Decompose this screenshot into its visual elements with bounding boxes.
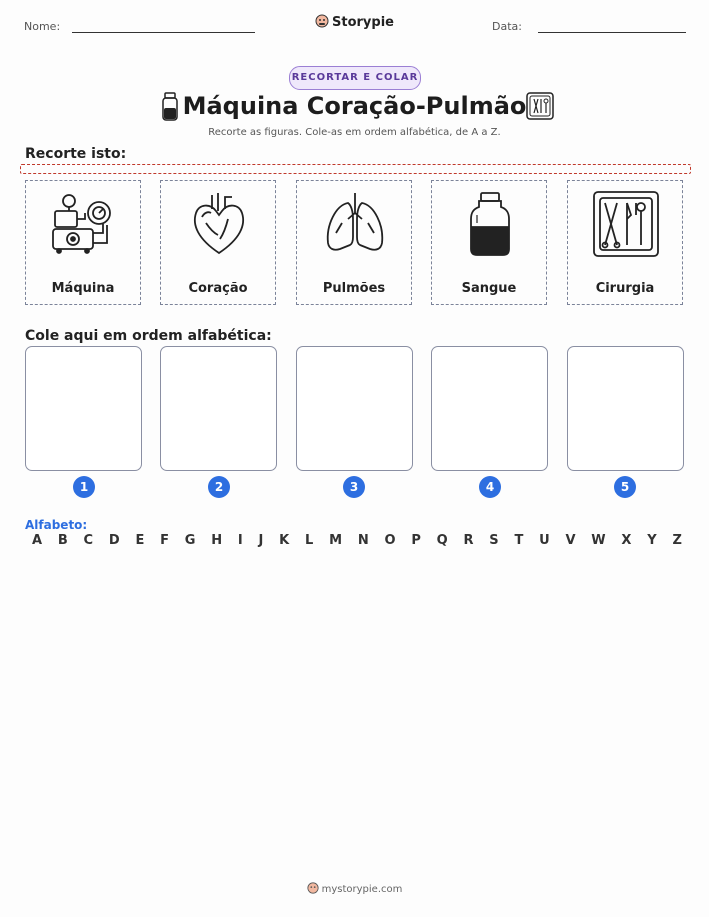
cutout-card-cirurgia[interactable] [567,180,683,305]
paste-slot-2[interactable] [160,346,277,471]
card-label: Sangue [461,281,517,296]
alphabet-letter: Z [672,533,682,548]
alphabet-row [32,533,682,548]
surgical-tools-icon [591,189,661,259]
card-label: Pulmões [322,281,386,296]
alphabet-letter: B [57,533,68,548]
footer-url[interactable]: mystorypie.com [321,884,403,895]
alphabet-letter: R [463,533,474,548]
alphabet-letter: I [237,533,243,548]
alphabet-letter: C [83,533,94,548]
paste-slot-4[interactable] [431,346,548,471]
alphabet-letter: T [514,533,524,548]
card-label: Coração [188,281,248,296]
date-field-line[interactable] [538,32,686,33]
date-label: Data: [492,20,522,33]
card-label: Cirurgia [595,281,655,296]
activity-badge: RECORTAR E COLAR [289,66,421,90]
card-label: Máquina [51,281,115,296]
cutout-card-coracao[interactable] [160,180,276,305]
alphabet-letter: K [279,533,290,548]
alphabet-letter: W [591,533,606,548]
alphabet-letter: L [305,533,314,548]
alphabet-letter: Y [647,533,657,548]
cut-line [20,164,691,174]
alphabet-letter: J [258,533,264,548]
storypie-logo-icon [307,882,319,894]
slot-number-badge: 5 [614,476,636,498]
paste-slot-3[interactable] [296,346,413,471]
lungs-icon [320,189,390,259]
slot-number-badge: 1 [73,476,95,498]
surgical-kit-icon [526,92,554,120]
alphabet-letter: U [539,533,550,548]
page-title: Máquina Coração-Pulmão [182,92,527,120]
alphabet-letter: N [357,533,369,548]
alphabet-letter: A [32,533,43,548]
storypie-logo-icon [315,14,329,28]
alphabet-letter: S [489,533,499,548]
paste-slot-5[interactable] [567,346,684,471]
alphabet-letter: Q [436,533,448,548]
alphabet-letter: X [621,533,632,548]
slot-number-badge: 4 [479,476,501,498]
slot-number-badge: 3 [343,476,365,498]
machine-icon [49,189,119,259]
alphabet-letter: M [329,533,343,548]
alphabet-letter: F [160,533,170,548]
name-label: Nome: [24,20,61,33]
footer [0,882,709,895]
alphabet-letter: H [211,533,223,548]
alphabet-letter: P [411,533,421,548]
heart-icon [184,189,254,259]
instructions: Recorte as figuras. Cole-as em ordem alfabética, de A a Z. [208,127,501,138]
paste-section-label: Cole aqui em ordem alfabética: [25,328,272,344]
slot-number-badge: 2 [208,476,230,498]
alphabet-letter: D [108,533,120,548]
brand-name: Storypie [332,15,394,30]
alphabet-letter: G [184,533,196,548]
paste-slot-1[interactable] [25,346,142,471]
cutout-card-sangue[interactable] [431,180,547,305]
alphabet-letter: V [565,533,576,548]
name-field-line[interactable] [72,32,255,33]
cutout-card-maquina[interactable] [25,180,141,305]
alphabet-letter: O [384,533,396,548]
alphabet-label: Alfabeto: [25,518,88,532]
brand [0,14,709,30]
alphabet-letter: E [135,533,145,548]
cutout-card-pulmoes[interactable] [296,180,412,305]
blood-vial-icon [455,189,525,259]
cut-section-label: Recorte isto: [25,146,127,162]
